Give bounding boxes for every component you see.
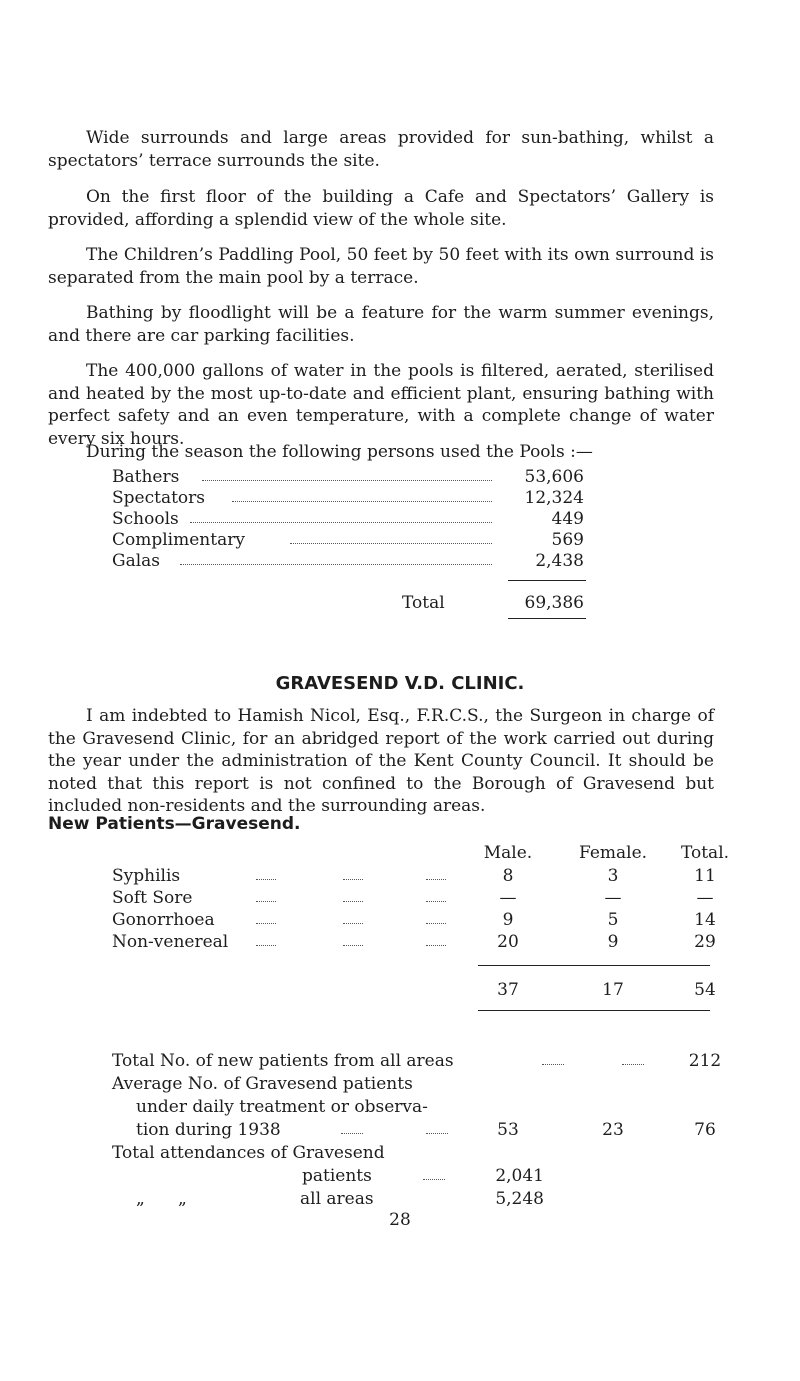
average-total: 76 xyxy=(694,1120,716,1140)
patient-cell-male: 20 xyxy=(497,932,519,952)
total-rule xyxy=(508,618,586,619)
average-patients-label-line3: tion during 1938 xyxy=(136,1120,281,1140)
paragraph-season-usage: During the season the following persons used the Pools :— xyxy=(86,442,593,462)
column-header-female: Female. xyxy=(578,843,648,863)
usage-total-label: Total xyxy=(402,593,445,613)
new-patients-title: New Patients—Gravesend. xyxy=(48,814,301,834)
usage-value-galas: 2,438 xyxy=(535,551,584,571)
leader-dots xyxy=(426,923,446,924)
usage-label-schools: Schools xyxy=(112,509,179,529)
leader-dots xyxy=(256,901,276,902)
paragraph-sunbathing: Wide surrounds and large areas provided for sun-bathing, whilst a spectators’ terrace surrounds the site. xyxy=(48,128,714,171)
leader-dots xyxy=(343,945,363,946)
paragraph-clinic-intro: I am indebted to Hamish Nicol, Esq., F.R.C.S., the Surgeon in charge of the Gravesend Clinic, for an abridged report of the work carried out during the year under the administration of the Kent County Council. It should be noted that this report is not confined to the Borough of Gravesend but included non-residents and the surrounding areas. xyxy=(48,706,714,816)
leader-dots xyxy=(343,901,363,902)
average-patients-label-line2: under daily treatment or observa- xyxy=(136,1097,428,1117)
leader-dots xyxy=(256,879,276,880)
usage-value-complimentary: 569 xyxy=(551,530,584,550)
patient-row-label: Non-venereal xyxy=(112,932,229,952)
patient-row-label: Syphilis xyxy=(112,866,181,886)
average-male: 53 xyxy=(497,1120,519,1140)
total-new-patients-value: 212 xyxy=(688,1051,722,1071)
clinic-heading: GRAVESEND V.D. CLINIC. xyxy=(275,673,525,694)
usage-value-bathers: 53,606 xyxy=(524,467,584,487)
patient-cell-female: — xyxy=(604,888,622,908)
leader-dots xyxy=(256,945,276,946)
total-rule xyxy=(508,580,586,581)
attendances-all-areas-value: 5,248 xyxy=(495,1189,544,1209)
column-header-total: Total. xyxy=(680,843,730,863)
leader-dots xyxy=(426,879,446,880)
patient-row-label: Soft Sore xyxy=(112,888,193,908)
patient-cell-male: 8 xyxy=(502,866,514,886)
leader-dots xyxy=(426,945,446,946)
leader-dots xyxy=(232,501,492,502)
patient-cell-male: 9 xyxy=(502,910,514,930)
leader-dots xyxy=(190,522,492,523)
table-rule xyxy=(478,1010,710,1011)
paragraph-floodlight: Bathing by floodlight will be a feature for the warm summer evenings, and there are car parking facilities. xyxy=(48,303,714,346)
ditto-mark: „ xyxy=(178,1189,187,1209)
patient-cell-female: 9 xyxy=(607,932,619,952)
total-new-patients-label: Total No. of new patients from all areas xyxy=(112,1051,454,1071)
page-number: 28 xyxy=(389,1210,411,1230)
average-patients-label-line1: Average No. of Gravesend patients xyxy=(112,1074,413,1094)
total-all: 54 xyxy=(694,980,716,1000)
usage-label-galas: Galas xyxy=(112,551,161,571)
leader-dots xyxy=(426,901,446,902)
patient-cell-total: 14 xyxy=(694,910,716,930)
column-header-male: Male. xyxy=(483,843,533,863)
leader-dots xyxy=(202,480,492,481)
usage-value-spectators: 12,324 xyxy=(524,488,584,508)
leader-dots xyxy=(542,1064,564,1065)
patient-row-label: Gonorrhoea xyxy=(112,910,215,930)
usage-total-value: 69,386 xyxy=(524,593,584,613)
leader-dots xyxy=(290,543,492,544)
attendances-all-areas-label: all areas xyxy=(300,1189,374,1209)
patient-cell-female: 3 xyxy=(607,866,619,886)
patient-cell-total: 29 xyxy=(694,932,716,952)
ditto-mark: „ xyxy=(136,1189,145,1209)
leader-dots xyxy=(256,923,276,924)
patient-cell-total: 11 xyxy=(694,866,716,886)
usage-label-complimentary: Complimentary xyxy=(112,530,245,550)
patient-cell-male: — xyxy=(499,888,517,908)
patient-cell-female: 5 xyxy=(607,910,619,930)
leader-dots xyxy=(343,923,363,924)
paragraph-water-treatment: The 400,000 gallons of water in the pools is filtered, aerated, sterilised and heated by the most up-to-date and efficient plant, ensuring bathing with perfect safety and an even temperature, with a complete change of water every six hours. xyxy=(48,361,714,449)
leader-dots xyxy=(343,879,363,880)
paragraph-cafe: On the first floor of the building a Cafe and Spectators’ Gallery is provided, affording a splendid view of the whole site. xyxy=(48,187,714,230)
leader-dots xyxy=(341,1133,363,1134)
leader-dots xyxy=(426,1133,448,1134)
attendances-label-line2: patients xyxy=(302,1166,372,1186)
paragraph-paddling-pool: The Children’s Paddling Pool, 50 feet by 50 feet with its own surround is separated from the main pool by a terrace. xyxy=(48,245,714,288)
attendances-gravesend-value: 2,041 xyxy=(495,1166,544,1186)
total-female: 17 xyxy=(602,980,624,1000)
patient-cell-total: — xyxy=(696,888,714,908)
leader-dots xyxy=(622,1064,644,1065)
leader-dots xyxy=(180,564,492,565)
total-male: 37 xyxy=(497,980,519,1000)
usage-value-schools: 449 xyxy=(551,509,584,529)
table-rule xyxy=(478,965,710,966)
usage-label-bathers: Bathers xyxy=(112,467,180,487)
usage-label-spectators: Spectators xyxy=(112,488,205,508)
attendances-label-line1: Total attendances of Gravesend xyxy=(112,1143,385,1163)
average-female: 23 xyxy=(602,1120,624,1140)
